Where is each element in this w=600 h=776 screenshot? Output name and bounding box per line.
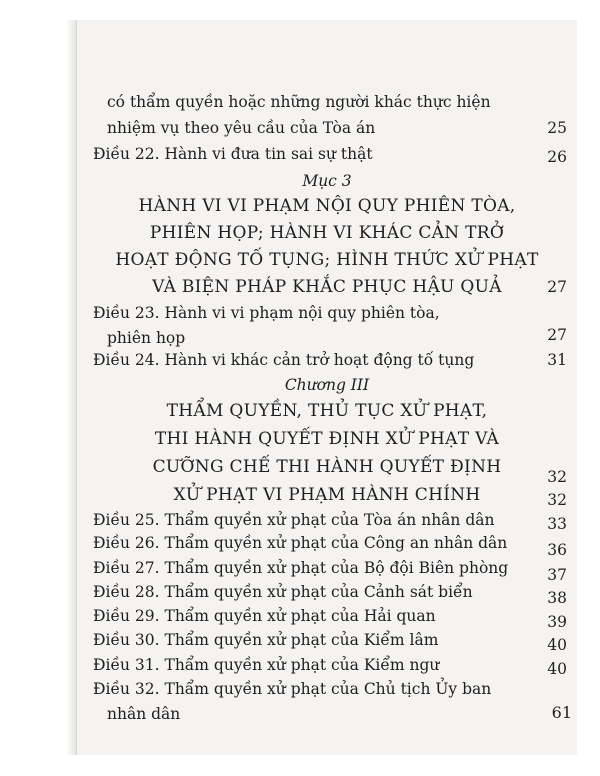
page-number: 25	[547, 119, 567, 137]
toc-entry-dieu-29: Điều 29. Thẩm quyền xử phạt của Hải quan	[93, 607, 436, 625]
toc-entry-dieu-25: Điều 25. Thẩm quyền xử phạt của Tòa án nhân dân	[93, 511, 495, 529]
page-number: 36	[547, 541, 567, 559]
chapter-heading-line: THẨM QUYỀN, THỦ TỤC XỬ PHẠT,	[166, 401, 488, 421]
page-number: 40	[547, 660, 567, 678]
toc-entry-dieu-28: Điều 28. Thẩm quyền xử phạt của Cảnh sát biển	[93, 583, 473, 601]
page-number: 31	[547, 351, 567, 369]
chapter-heading-line: XỬ PHẠT VI PHẠM HÀNH CHÍNH	[173, 485, 481, 505]
book-page	[76, 20, 577, 755]
toc-entry-dieu-32: Điều 32. Thẩm quyền xử phạt của Chủ tịch Ủy ban	[93, 680, 492, 698]
toc-entry-dieu-24: Điều 24. Hành vi khác cản trở hoạt động tố tụng	[93, 351, 475, 369]
chapter-heading-line: THI HÀNH QUYẾT ĐỊNH XỬ PHẠT VÀ	[154, 429, 500, 449]
toc-entry-dieu-23: Điều 23. Hành vi vi phạm nội quy phiên tòa,	[93, 304, 440, 322]
page-number: 26	[547, 148, 567, 166]
page-number: 38	[547, 589, 567, 607]
chapter-label: Chương III	[284, 376, 370, 394]
page-number: 32	[547, 491, 567, 509]
page-number: 40	[547, 636, 567, 654]
toc-entry-dieu-30: Điều 30. Thẩm quyền xử phạt của Kiểm lâm	[93, 631, 439, 649]
section-label: Mục 3	[302, 172, 352, 190]
page-number: 33	[547, 515, 567, 533]
toc-line-continued: nhiệm vụ theo yêu cầu của Tòa án	[107, 119, 376, 137]
toc-line-continued: nhân dân	[107, 705, 181, 723]
page-number: 32	[547, 468, 567, 486]
toc-line-continued: phiên họp	[107, 329, 186, 347]
section-heading-line: VÀ BIỆN PHÁP KHẮC PHỤC HẬU QUẢ	[152, 277, 502, 297]
section-heading-line: HÀNH VI VI PHẠM NỘI QUY PHIÊN TÒA,	[138, 196, 516, 216]
toc-line-continued: có thẩm quyền hoặc những người khác thực hiện	[107, 93, 491, 111]
toc-entry-dieu-27: Điều 27. Thẩm quyền xử phạt của Bộ đội Biên phòng	[93, 559, 509, 577]
folio-page-number: 61	[551, 703, 572, 722]
page-number: 27	[547, 278, 567, 296]
toc-entry-dieu-31: Điều 31. Thẩm quyền xử phạt của Kiểm ngư	[93, 656, 440, 674]
chapter-heading-line: CƯỠNG CHẾ THI HÀNH QUYẾT ĐỊNH	[152, 457, 502, 477]
toc-entry-dieu-26: Điều 26. Thẩm quyền xử phạt của Công an nhân dân	[93, 534, 508, 552]
section-heading-line: HOẠT ĐỘNG TỐ TỤNG; HÌNH THỨC XỬ PHẠT	[115, 250, 539, 270]
section-heading-line: PHIÊN HỌP; HÀNH VI KHÁC CẢN TRỞ	[149, 223, 505, 243]
page-edge-shadow	[66, 20, 76, 755]
page-number: 39	[547, 613, 567, 631]
page-number: 27	[547, 326, 567, 344]
toc-entry-dieu-22: Điều 22. Hành vi đưa tin sai sự thật	[93, 145, 373, 163]
page-number: 37	[547, 566, 567, 584]
